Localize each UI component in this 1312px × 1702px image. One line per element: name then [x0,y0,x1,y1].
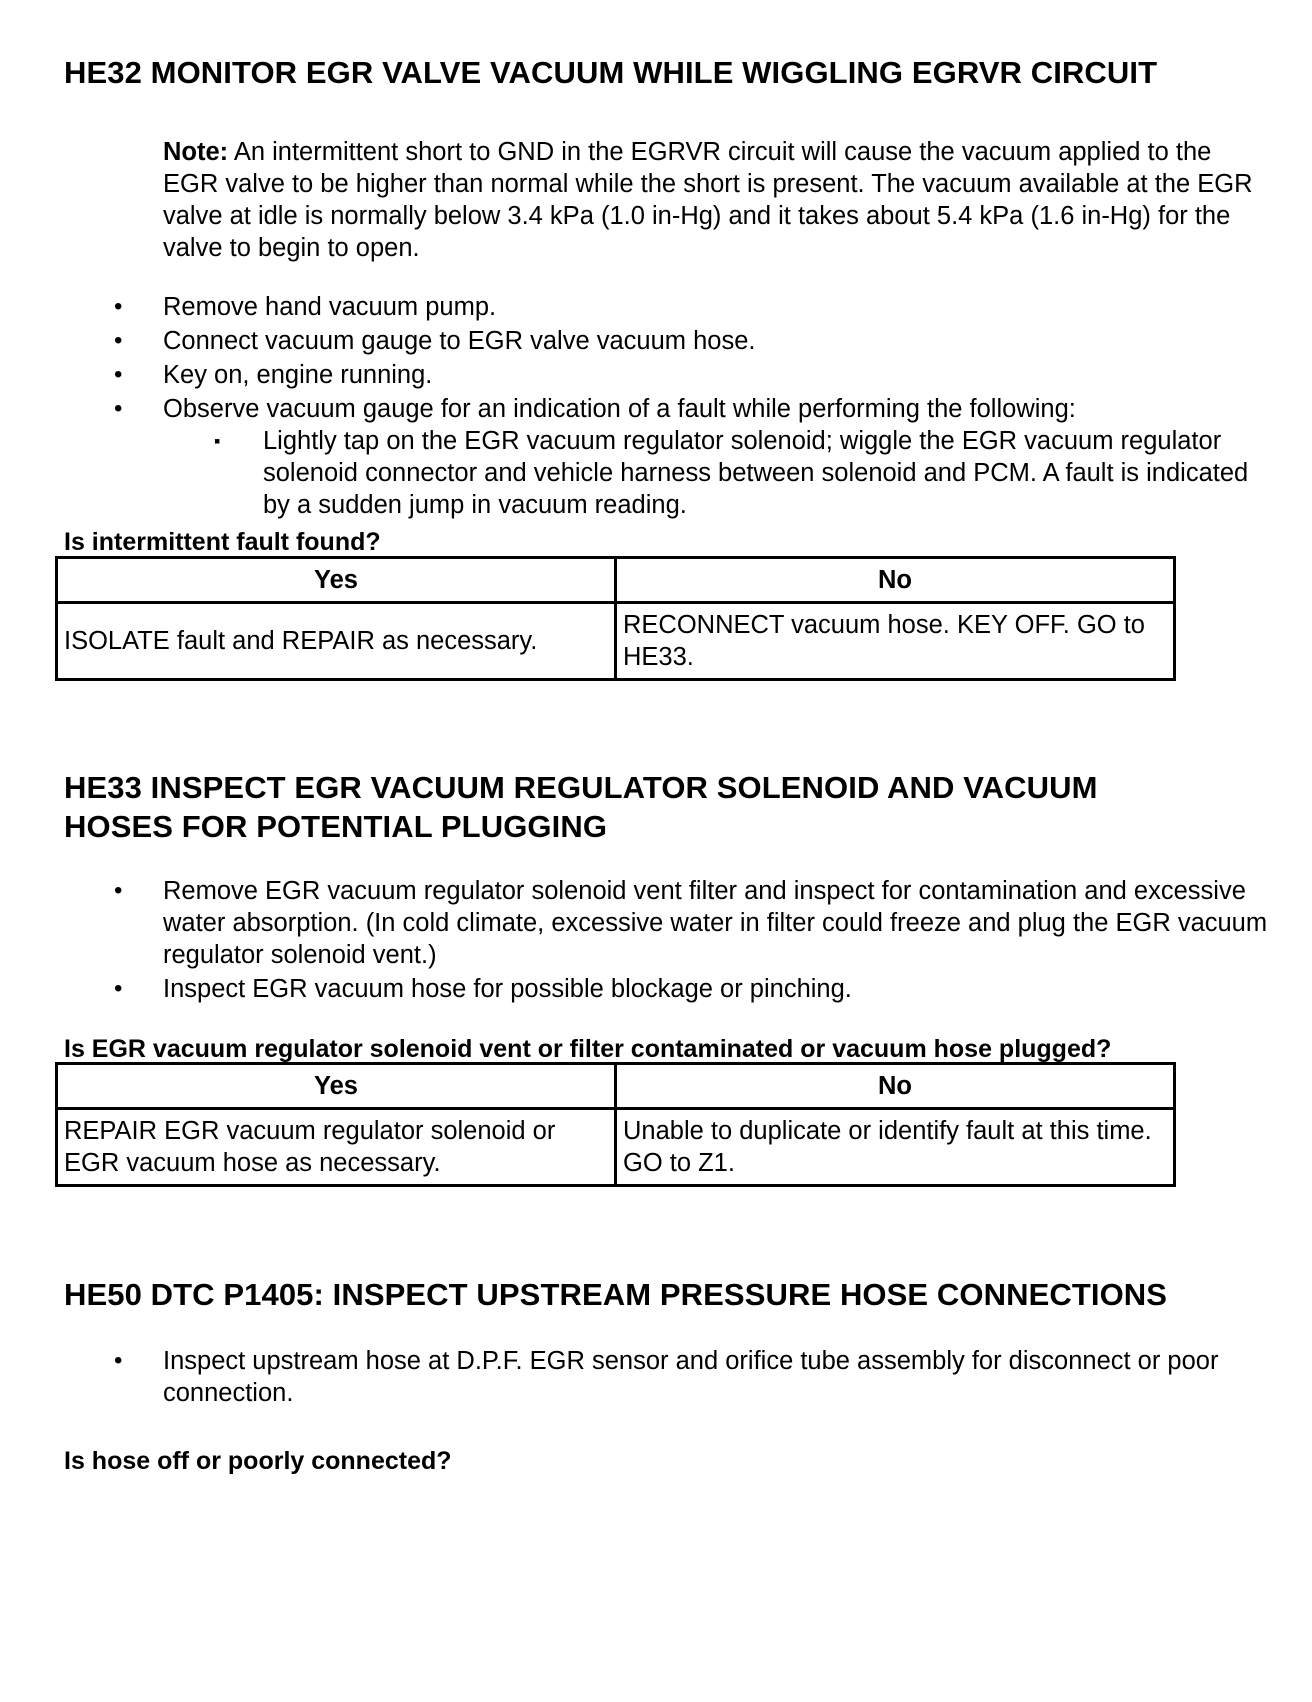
he50-heading: HE50 DTC P1405: INSPECT UPSTREAM PRESSURE HOSE CONNECTIONS [64,1277,1168,1312]
he32-decision-table [55,556,1176,681]
yes-cell: ISOLATE fault and REPAIR as necessary. [57,603,616,680]
list-item: • Remove EGR vacuum regulator solenoid vent filter and inspect for contamination and excessive water absorption. (In cold climate, excessive water in filter could freeze and plug the EGR vacuum regulator solenoid vent.) [0,875,1273,971]
he32-sub-list [163,425,1273,521]
list-item: • Inspect EGR vacuum hose for possible blockage or pinching. [0,973,1273,1005]
list-item: • Key on, engine running. [0,359,1273,391]
yes-cell: REPAIR EGR vacuum regulator solenoid or EGR vacuum hose as necessary. [57,1109,616,1186]
he33-question: Is EGR vacuum regulator solenoid vent or filter contaminated or vacuum hose plugged? [64,1035,1112,1063]
he32-note [163,136,1273,264]
table-row [57,1109,1175,1186]
he33-bullet-list [0,875,1273,1007]
he33-heading [64,768,1098,846]
he50-bullet-list [0,1345,1273,1411]
list-item: • Inspect upstream hose at D.P.F. EGR sensor and orifice tube assembly for disconnect or poor connection. [0,1345,1273,1409]
list-item [0,393,1273,521]
yes-header: Yes [57,558,616,603]
table-header-row [57,1064,1175,1109]
list-item: • Remove hand vacuum pump. [0,291,1273,323]
he32-heading: HE32 MONITOR EGR VALVE VACUUM WHILE WIGGLING EGRVR CIRCUIT [64,55,1158,90]
sub-list-item: ▪ Lightly tap on the EGR vacuum regulator solenoid; wiggle the EGR vacuum regulator solenoid connector and vehicle harness between solenoid and PCM. A fault is indicated by a sudden jump in vacuum reading. [163,425,1273,521]
note-label: Note: [163,138,229,166]
note-text: An intermittent short to GND in the EGRVR circuit will cause the vacuum applied to the EGR valve to be higher than normal while the short is present. The vacuum available at the EGR valve at idle is normally below 3.4 kPa (1.0 in-Hg) and it takes about 5.4 kPa (1.6 in-Hg) for the valve to begin to open. [163,138,1253,262]
table-row [57,603,1175,680]
table-header-row [57,558,1175,603]
he32-bullet-list [0,291,1273,523]
yes-header: Yes [57,1064,616,1109]
no-cell: Unable to duplicate or identify fault at this time. GO to Z1. [616,1109,1175,1186]
list-item: • Connect vacuum gauge to EGR valve vacuum hose. [0,325,1273,357]
he33-heading-line2: HOSES FOR POTENTIAL PLUGGING [64,809,608,844]
no-header: No [616,558,1175,603]
no-cell: RECONNECT vacuum hose. KEY OFF. GO to HE33. [616,603,1175,680]
he33-heading-line1: HE33 INSPECT EGR VACUUM REGULATOR SOLENOID AND VACUUM [64,770,1098,805]
no-header: No [616,1064,1175,1109]
he50-question: Is hose off or poorly connected? [64,1447,452,1475]
he33-decision-table [55,1062,1176,1187]
he32-question: Is intermittent fault found? [64,528,381,556]
list-item-text: Observe vacuum gauge for an indication of a fault while performing the following: [163,395,1076,423]
